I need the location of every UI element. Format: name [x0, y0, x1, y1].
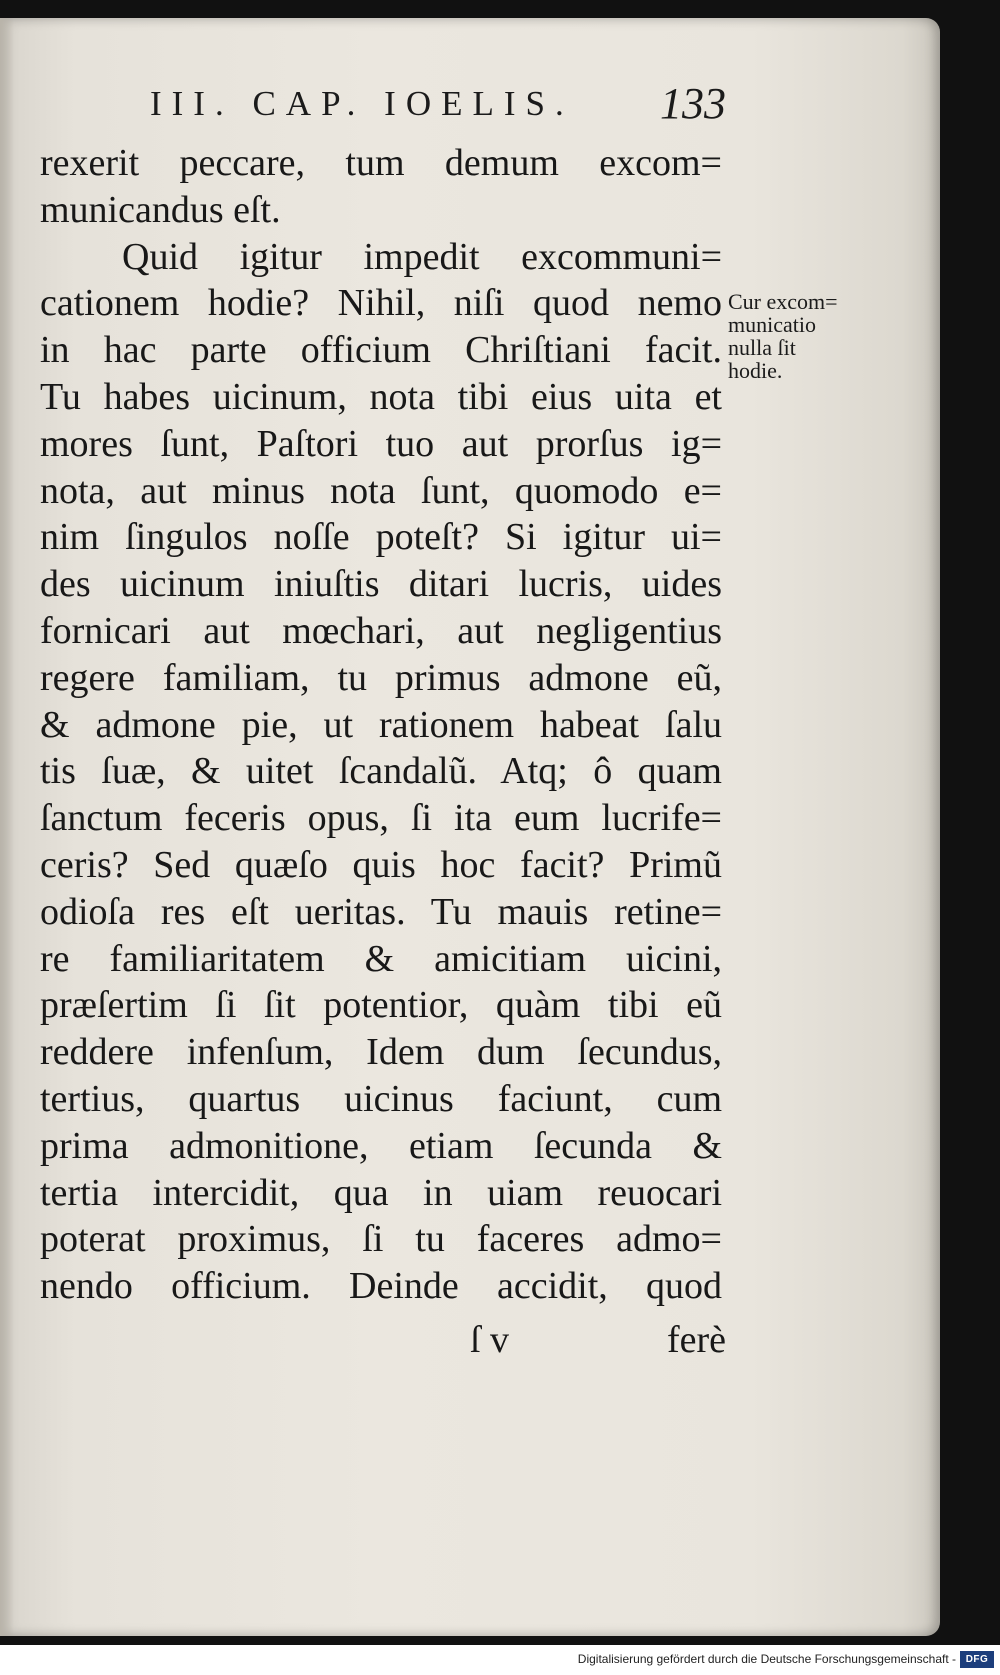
text-line: regere familiam, tu primus admone eũ,: [40, 656, 722, 699]
running-head: III. CAP. IOELIS.: [150, 84, 574, 123]
footer-bar: [0, 1645, 1000, 1675]
text-line: des uicinum iniuſtis ditari lucris, uides: [40, 563, 722, 606]
text-line: poterat proximus, ſi tu faceres admo=: [40, 1218, 722, 1261]
text-line: nendo officium. Deinde accidit, quod: [40, 1265, 722, 1308]
footer-credit: Digitalisierung gefördert durch die Deutsche Forschungsgemeinschaft -: [577, 1652, 956, 1666]
text-line: cationem hodie? Nihil, niſi quod nemo: [40, 282, 722, 325]
text-line: Quid igitur impedit excommuni=: [122, 235, 722, 278]
text-line: reddere infenſum, Idem dum ſecundus,: [40, 1031, 722, 1074]
dfg-logo: DFG: [960, 1651, 994, 1668]
signature-line: [470, 1318, 726, 1368]
text-line: tis ſuæ, & uitet ſcandalũ. Atq; ô quam: [40, 750, 722, 793]
text-line: ſanctum feceris opus, ſi ita eum lucrife=: [40, 797, 722, 840]
text-line: Tu habes uicinum, nota tibi eius uita et: [40, 375, 722, 418]
text-line: ceris? Sed quæſo quis hoc facit? Primũ: [40, 843, 722, 886]
page-header: [150, 78, 726, 138]
marginal-note-line: hodie.: [728, 358, 783, 383]
text-line: præſertim ſi ſit potentior, quàm tibi eũ: [40, 984, 722, 1027]
text-line: rexerit peccare, tum demum excom=: [40, 142, 722, 184]
marginal-note-line: Cur excom=: [728, 289, 838, 314]
text-line: odioſa res eſt ueritas. Tu mauis retine=: [40, 890, 722, 933]
text-line: & admone pie, ut rationem habeat ſalu: [40, 703, 722, 746]
body-text: [40, 140, 722, 1310]
marginal-note: [728, 290, 878, 382]
text-line: prima admonitione, etiam ſecunda &: [40, 1124, 722, 1167]
text-line: municandus eſt.: [40, 188, 281, 231]
text-line: mores ſunt, Paſtori tuo aut prorſus ig=: [40, 422, 722, 465]
gutter-shadow: [0, 18, 14, 1636]
signature-mark: ſ v: [470, 1319, 510, 1361]
text-line: tertia intercidit, qua in uiam reuocari: [40, 1171, 722, 1214]
text-line: tertius, quartus uicinus faciunt, cum: [40, 1077, 722, 1120]
catchword: ferè: [666, 1319, 726, 1361]
text-line: in hac parte officium Chriſtiani facit.: [40, 329, 722, 372]
text-line: re familiaritatem & amicitiam uicini,: [40, 937, 722, 980]
marginal-note-line: municatio: [728, 312, 816, 337]
text-line: nim ſingulos noſſe poteſt? Si igitur ui=: [40, 516, 722, 559]
marginal-note-line: nulla ſit: [728, 335, 796, 360]
page-number: 133: [660, 79, 726, 128]
text-line: fornicari aut mœchari, aut negligentius: [40, 609, 722, 652]
text-line: nota, aut minus nota ſunt, quomodo e=: [40, 469, 722, 512]
